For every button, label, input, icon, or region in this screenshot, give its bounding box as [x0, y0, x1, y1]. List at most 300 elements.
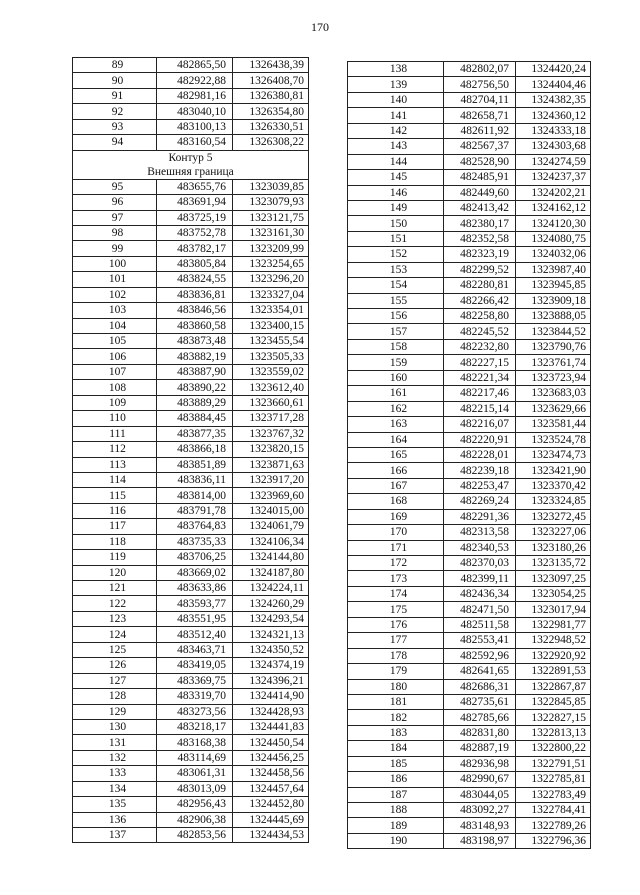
x-coordinate-cell: 482802,07 [444, 62, 516, 77]
y-coordinate-cell: 1324360,12 [516, 108, 591, 123]
table-row [348, 664, 591, 679]
y-coordinate-cell: 1323296,20 [233, 272, 309, 287]
point-number-cell: 171 [348, 540, 444, 555]
x-coordinate-cell: 483669,02 [157, 565, 233, 580]
table-row [348, 92, 591, 107]
x-coordinate-cell: 482511,58 [444, 617, 516, 632]
table-row [73, 581, 309, 596]
y-coordinate-cell: 1322920,92 [516, 648, 591, 663]
table-row [348, 355, 591, 370]
y-coordinate-cell: 1324032,06 [516, 247, 591, 262]
x-coordinate-cell: 482853,56 [157, 828, 233, 843]
section-subtitle: Внешняя граница [73, 165, 309, 180]
y-coordinate-cell: 1324414,90 [233, 689, 309, 704]
x-coordinate-cell: 482704,11 [444, 92, 516, 107]
y-coordinate-cell: 1323121,75 [233, 210, 309, 225]
table-row [348, 833, 591, 848]
y-coordinate-cell: 1323844,52 [516, 324, 591, 339]
table-row [348, 494, 591, 509]
x-coordinate-cell: 482352,58 [444, 231, 516, 246]
point-number-cell: 150 [348, 216, 444, 231]
y-coordinate-cell: 1322981,77 [516, 617, 591, 632]
table-row [348, 386, 591, 401]
table-row [73, 627, 309, 642]
y-coordinate-cell: 1324450,54 [233, 735, 309, 750]
y-coordinate-cell: 1323180,26 [516, 540, 591, 555]
x-coordinate-cell: 482269,24 [444, 494, 516, 509]
x-coordinate-cell: 483866,18 [157, 442, 233, 457]
y-coordinate-cell: 1323917,20 [233, 472, 309, 487]
x-coordinate-cell: 483593,77 [157, 596, 233, 611]
x-coordinate-cell: 483551,95 [157, 611, 233, 626]
x-coordinate-cell: 483044,05 [444, 787, 516, 802]
table-row [348, 571, 591, 586]
y-coordinate-cell: 1323161,30 [233, 225, 309, 240]
point-number-cell: 100 [73, 256, 157, 271]
table-row [348, 231, 591, 246]
table-row [348, 741, 591, 756]
point-number-cell: 170 [348, 525, 444, 540]
y-coordinate-cell: 1323327,04 [233, 287, 309, 302]
table-row [348, 247, 591, 262]
point-number-cell: 181 [348, 694, 444, 709]
point-number-cell: 129 [73, 704, 157, 719]
point-number-cell: 156 [348, 309, 444, 324]
point-number-cell: 166 [348, 463, 444, 478]
point-number-cell: 174 [348, 586, 444, 601]
y-coordinate-cell: 1323421,90 [516, 463, 591, 478]
y-coordinate-cell: 1324224,11 [233, 581, 309, 596]
point-number-cell: 172 [348, 556, 444, 571]
table-row [348, 185, 591, 200]
table-row [348, 725, 591, 740]
y-coordinate-cell: 1323524,78 [516, 432, 591, 447]
table-row [73, 534, 309, 549]
x-coordinate-cell: 482216,07 [444, 417, 516, 432]
x-coordinate-cell: 483889,29 [157, 395, 233, 410]
y-coordinate-cell: 1323455,54 [233, 334, 309, 349]
y-coordinate-cell: 1323324,85 [516, 494, 591, 509]
x-coordinate-cell: 483114,69 [157, 750, 233, 765]
point-number-cell: 128 [73, 689, 157, 704]
table-row [73, 334, 309, 349]
y-coordinate-cell: 1324452,80 [233, 797, 309, 812]
y-coordinate-cell: 1324015,00 [233, 503, 309, 518]
y-coordinate-cell: 1322800,22 [516, 741, 591, 756]
x-coordinate-cell: 482567,37 [444, 139, 516, 154]
x-coordinate-cell: 482227,15 [444, 355, 516, 370]
table-row [348, 123, 591, 138]
y-coordinate-cell: 1324162,12 [516, 200, 591, 215]
x-coordinate-cell: 482936,98 [444, 756, 516, 771]
y-coordinate-cell: 1324404,46 [516, 77, 591, 92]
table-row [348, 602, 591, 617]
table-row [348, 108, 591, 123]
y-coordinate-cell: 1323723,94 [516, 370, 591, 385]
x-coordinate-cell: 483836,81 [157, 287, 233, 302]
point-number-cell: 155 [348, 293, 444, 308]
x-coordinate-cell: 483198,97 [444, 833, 516, 848]
y-coordinate-cell: 1324428,93 [233, 704, 309, 719]
y-coordinate-cell: 1324396,21 [233, 673, 309, 688]
x-coordinate-cell: 483814,00 [157, 488, 233, 503]
point-number-cell: 95 [73, 179, 157, 194]
point-number-cell: 178 [348, 648, 444, 663]
y-coordinate-cell: 1326308,22 [233, 135, 309, 150]
point-number-cell: 183 [348, 725, 444, 740]
x-coordinate-cell: 482658,71 [444, 108, 516, 123]
y-coordinate-cell: 1323820,15 [233, 442, 309, 457]
y-coordinate-cell: 1322789,26 [516, 818, 591, 833]
y-coordinate-cell: 1324321,13 [233, 627, 309, 642]
x-coordinate-cell: 482887,19 [444, 741, 516, 756]
x-coordinate-cell: 482217,46 [444, 386, 516, 401]
point-number-cell: 165 [348, 447, 444, 462]
x-coordinate-cell: 482956,43 [157, 797, 233, 812]
table-row [73, 73, 309, 88]
x-coordinate-cell: 482413,42 [444, 200, 516, 215]
x-coordinate-cell: 483369,75 [157, 673, 233, 688]
x-coordinate-cell: 483752,78 [157, 225, 233, 240]
x-coordinate-cell: 483706,25 [157, 550, 233, 565]
y-coordinate-cell: 1324457,64 [233, 781, 309, 796]
point-number-cell: 159 [348, 355, 444, 370]
y-coordinate-cell: 1322891,53 [516, 664, 591, 679]
table-row [348, 556, 591, 571]
table-row [73, 195, 309, 210]
point-number-cell: 118 [73, 534, 157, 549]
table-row [348, 278, 591, 293]
point-number-cell: 108 [73, 380, 157, 395]
point-number-cell: 176 [348, 617, 444, 632]
table-row [348, 432, 591, 447]
point-number-cell: 190 [348, 833, 444, 848]
x-coordinate-cell: 483092,27 [444, 803, 516, 818]
point-number-cell: 92 [73, 104, 157, 119]
table-row [73, 210, 309, 225]
x-coordinate-cell: 482785,66 [444, 710, 516, 725]
point-number-cell: 139 [348, 77, 444, 92]
point-number-cell: 124 [73, 627, 157, 642]
table-row [73, 503, 309, 518]
x-coordinate-cell: 482313,58 [444, 525, 516, 540]
y-coordinate-cell: 1323761,74 [516, 355, 591, 370]
x-coordinate-cell: 483791,78 [157, 503, 233, 518]
point-number-cell: 182 [348, 710, 444, 725]
table-row [73, 411, 309, 426]
y-coordinate-cell: 1324456,25 [233, 750, 309, 765]
y-coordinate-cell: 1323079,93 [233, 195, 309, 210]
point-number-cell: 105 [73, 334, 157, 349]
point-number-cell: 97 [73, 210, 157, 225]
table-row [348, 679, 591, 694]
table-row [348, 216, 591, 231]
point-number-cell: 120 [73, 565, 157, 580]
point-number-cell: 188 [348, 803, 444, 818]
point-number-cell: 104 [73, 318, 157, 333]
x-coordinate-cell: 482756,50 [444, 77, 516, 92]
y-coordinate-cell: 1324274,59 [516, 154, 591, 169]
x-coordinate-cell: 482436,34 [444, 586, 516, 601]
y-coordinate-cell: 1324434,53 [233, 828, 309, 843]
y-coordinate-cell: 1324374,19 [233, 658, 309, 673]
y-coordinate-cell: 1324202,21 [516, 185, 591, 200]
table-row [348, 139, 591, 154]
x-coordinate-cell: 482232,80 [444, 339, 516, 354]
point-number-cell: 140 [348, 92, 444, 107]
table-row [348, 803, 591, 818]
table-row [73, 719, 309, 734]
point-number-cell: 164 [348, 432, 444, 447]
table-row [73, 442, 309, 457]
x-coordinate-cell: 482266,42 [444, 293, 516, 308]
point-number-cell: 180 [348, 679, 444, 694]
point-number-cell: 93 [73, 119, 157, 134]
x-coordinate-cell: 483887,90 [157, 364, 233, 379]
table-row [73, 241, 309, 256]
table-row [348, 77, 591, 92]
point-number-cell: 138 [348, 62, 444, 77]
table-row [73, 287, 309, 302]
point-number-cell: 106 [73, 349, 157, 364]
point-number-cell: 153 [348, 262, 444, 277]
point-number-cell: 169 [348, 509, 444, 524]
y-coordinate-cell: 1322827,15 [516, 710, 591, 725]
point-number-cell: 94 [73, 135, 157, 150]
y-coordinate-cell: 1323272,45 [516, 509, 591, 524]
y-coordinate-cell: 1326408,70 [233, 73, 309, 88]
point-number-cell: 157 [348, 324, 444, 339]
y-coordinate-cell: 1324061,79 [233, 519, 309, 534]
y-coordinate-cell: 1322785,81 [516, 772, 591, 787]
table-row [73, 364, 309, 379]
point-number-cell: 135 [73, 797, 157, 812]
point-number-cell: 186 [348, 772, 444, 787]
point-number-cell: 145 [348, 170, 444, 185]
y-coordinate-cell: 1324441,83 [233, 719, 309, 734]
x-coordinate-cell: 482253,47 [444, 478, 516, 493]
point-number-cell: 101 [73, 272, 157, 287]
x-coordinate-cell: 482865,50 [157, 58, 233, 73]
table-row [73, 380, 309, 395]
point-number-cell: 137 [73, 828, 157, 843]
point-number-cell: 161 [348, 386, 444, 401]
table-row [73, 704, 309, 719]
point-number-cell: 102 [73, 287, 157, 302]
point-number-cell: 158 [348, 339, 444, 354]
x-coordinate-cell: 483782,17 [157, 241, 233, 256]
y-coordinate-cell: 1324382,35 [516, 92, 591, 107]
point-number-cell: 185 [348, 756, 444, 771]
x-coordinate-cell: 482922,88 [157, 73, 233, 88]
table-row [73, 179, 309, 194]
y-coordinate-cell: 1326438,39 [233, 58, 309, 73]
y-coordinate-cell: 1323039,85 [233, 179, 309, 194]
x-coordinate-cell: 482258,80 [444, 309, 516, 324]
point-number-cell: 125 [73, 642, 157, 657]
table-row [73, 457, 309, 472]
table-row [73, 565, 309, 580]
table-row [348, 200, 591, 215]
y-coordinate-cell: 1323987,40 [516, 262, 591, 277]
table-row [348, 339, 591, 354]
point-number-cell: 177 [348, 633, 444, 648]
y-coordinate-cell: 1323969,60 [233, 488, 309, 503]
table-row [73, 828, 309, 843]
x-coordinate-cell: 482471,50 [444, 602, 516, 617]
point-number-cell: 130 [73, 719, 157, 734]
point-number-cell: 117 [73, 519, 157, 534]
point-number-cell: 168 [348, 494, 444, 509]
x-coordinate-cell: 483061,31 [157, 766, 233, 781]
table-row [348, 772, 591, 787]
table-row [348, 586, 591, 601]
x-coordinate-cell: 483725,19 [157, 210, 233, 225]
x-coordinate-cell: 483846,56 [157, 303, 233, 318]
x-coordinate-cell: 483882,19 [157, 349, 233, 364]
x-coordinate-cell: 483013,09 [157, 781, 233, 796]
y-coordinate-cell: 1323790,76 [516, 339, 591, 354]
point-number-cell: 122 [73, 596, 157, 611]
y-coordinate-cell: 1324303,68 [516, 139, 591, 154]
x-coordinate-cell: 483160,54 [157, 135, 233, 150]
x-coordinate-cell: 483851,89 [157, 457, 233, 472]
x-coordinate-cell: 482990,67 [444, 772, 516, 787]
table-row [348, 324, 591, 339]
x-coordinate-cell: 483764,83 [157, 519, 233, 534]
y-coordinate-cell: 1323400,15 [233, 318, 309, 333]
y-coordinate-cell: 1323871,63 [233, 457, 309, 472]
point-number-cell: 143 [348, 139, 444, 154]
table-row [348, 293, 591, 308]
x-coordinate-cell: 482228,01 [444, 447, 516, 462]
x-coordinate-cell: 482220,91 [444, 432, 516, 447]
x-coordinate-cell: 482291,36 [444, 509, 516, 524]
y-coordinate-cell: 1323612,40 [233, 380, 309, 395]
point-number-cell: 131 [73, 735, 157, 750]
point-number-cell: 154 [348, 278, 444, 293]
table-row [73, 781, 309, 796]
y-coordinate-cell: 1323909,18 [516, 293, 591, 308]
y-coordinate-cell: 1324333,18 [516, 123, 591, 138]
x-coordinate-cell: 483735,33 [157, 534, 233, 549]
y-coordinate-cell: 1324458,56 [233, 766, 309, 781]
point-number-cell: 90 [73, 73, 157, 88]
x-coordinate-cell: 483512,40 [157, 627, 233, 642]
x-coordinate-cell: 483040,10 [157, 104, 233, 119]
section-header-row [73, 150, 309, 165]
table-row [73, 611, 309, 626]
table-row [73, 596, 309, 611]
y-coordinate-cell: 1322867,87 [516, 679, 591, 694]
x-coordinate-cell: 482370,03 [444, 556, 516, 571]
x-coordinate-cell: 483633,86 [157, 581, 233, 596]
point-number-cell: 142 [348, 123, 444, 138]
table-row [73, 225, 309, 240]
table-row [73, 349, 309, 364]
point-number-cell: 91 [73, 88, 157, 103]
table-row [73, 104, 309, 119]
table-row [348, 370, 591, 385]
x-coordinate-cell: 483873,48 [157, 334, 233, 349]
x-coordinate-cell: 482221,34 [444, 370, 516, 385]
x-coordinate-cell: 482449,60 [444, 185, 516, 200]
table-row [73, 673, 309, 688]
point-number-cell: 109 [73, 395, 157, 410]
point-number-cell: 98 [73, 225, 157, 240]
x-coordinate-cell: 482215,14 [444, 401, 516, 416]
y-coordinate-cell: 1323683,03 [516, 386, 591, 401]
y-coordinate-cell: 1322813,13 [516, 725, 591, 740]
x-coordinate-cell: 483890,22 [157, 380, 233, 395]
y-coordinate-cell: 1322791,51 [516, 756, 591, 771]
x-coordinate-cell: 483884,45 [157, 411, 233, 426]
x-coordinate-cell: 483824,55 [157, 272, 233, 287]
table-row [348, 463, 591, 478]
x-coordinate-cell: 483691,94 [157, 195, 233, 210]
y-coordinate-cell: 1323945,85 [516, 278, 591, 293]
x-coordinate-cell: 483273,56 [157, 704, 233, 719]
y-coordinate-cell: 1323559,02 [233, 364, 309, 379]
table-row [348, 478, 591, 493]
y-coordinate-cell: 1323581,44 [516, 417, 591, 432]
point-number-cell: 115 [73, 488, 157, 503]
table-row [348, 694, 591, 709]
table-row [348, 401, 591, 416]
y-coordinate-cell: 1323629,66 [516, 401, 591, 416]
y-coordinate-cell: 1324350,52 [233, 642, 309, 657]
table-row [73, 318, 309, 333]
point-number-cell: 146 [348, 185, 444, 200]
x-coordinate-cell: 482641,65 [444, 664, 516, 679]
point-number-cell: 163 [348, 417, 444, 432]
y-coordinate-cell: 1324187,80 [233, 565, 309, 580]
table-row [73, 735, 309, 750]
point-number-cell: 173 [348, 571, 444, 586]
y-coordinate-cell: 1322784,41 [516, 803, 591, 818]
y-coordinate-cell: 1324237,37 [516, 170, 591, 185]
table-row [348, 710, 591, 725]
x-coordinate-cell: 482611,92 [444, 123, 516, 138]
y-coordinate-cell: 1323209,99 [233, 241, 309, 256]
page-number: 170 [311, 20, 329, 34]
point-number-cell: 141 [348, 108, 444, 123]
y-coordinate-cell: 1322948,52 [516, 633, 591, 648]
y-coordinate-cell: 1324420,24 [516, 62, 591, 77]
point-number-cell: 162 [348, 401, 444, 416]
table-row [348, 154, 591, 169]
point-number-cell: 116 [73, 503, 157, 518]
point-number-cell: 96 [73, 195, 157, 210]
coordinates-table-left [72, 57, 309, 843]
x-coordinate-cell: 482340,53 [444, 540, 516, 555]
point-number-cell: 184 [348, 741, 444, 756]
table-row [73, 750, 309, 765]
point-number-cell: 134 [73, 781, 157, 796]
table-row [348, 447, 591, 462]
table-row [73, 488, 309, 503]
y-coordinate-cell: 1324260,29 [233, 596, 309, 611]
x-coordinate-cell: 483218,17 [157, 719, 233, 734]
table-row [73, 519, 309, 534]
x-coordinate-cell: 483100,13 [157, 119, 233, 134]
point-number-cell: 127 [73, 673, 157, 688]
table-row [73, 550, 309, 565]
point-number-cell: 133 [73, 766, 157, 781]
table-row [348, 509, 591, 524]
table-row [73, 797, 309, 812]
y-coordinate-cell: 1323370,42 [516, 478, 591, 493]
